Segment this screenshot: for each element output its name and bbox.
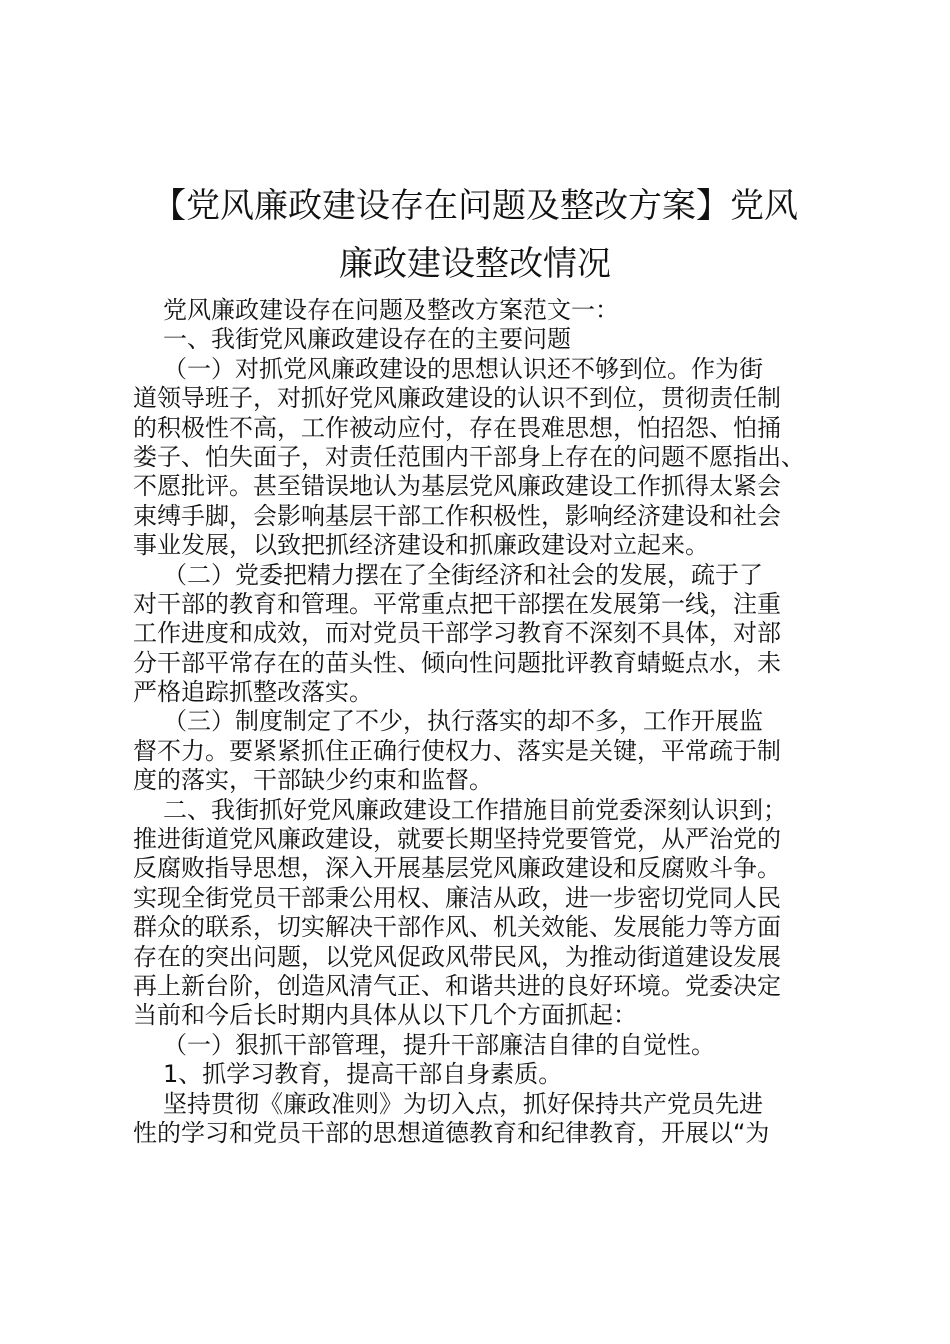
- paragraph-line: 当前和今后长时期内具体从以下几个方面抓起：: [133, 1001, 637, 1030]
- paragraph-line: 坚持贯彻《廉政准则》为切入点，抓好保持共产党员先进: [163, 1089, 763, 1118]
- paragraph-line: 群众的联系，切实解决干部作风、机关效能、发展能力等方面: [133, 913, 781, 942]
- paragraph-line: 对干部的教育和管理。平常重点把干部摆在发展第一线，注重: [133, 589, 781, 618]
- paragraph-line: 分干部平常存在的苗头性、倾向性问题批评教育蜻蜓点水，未: [133, 648, 781, 677]
- paragraph-line: 娄子、怕失面子，对责任范围内干部身上存在的问题不愿指出、: [133, 442, 805, 471]
- paragraph-line: 事业发展，以致把抓经济建设和抓廉政建设对立起来。: [133, 531, 709, 560]
- paragraph-line: 实现全街党员干部秉公用权、廉洁从政，进一步密切党同人民: [133, 883, 781, 912]
- paragraph-line: 工作进度和成效，而对党员干部学习教育不深刻不具体，对部: [133, 619, 781, 648]
- document-title-line-2: 廉政建设整改情况: [339, 244, 611, 284]
- paragraph-line: 性的学习和党员干部的思想道德教育和纪律教育，开展以“为: [133, 1118, 770, 1147]
- paragraph-line: 督不力。要紧紧抓住正确行使权力、落实是关键，平常疏于制: [133, 736, 781, 765]
- document-body: [133, 296, 833, 1148]
- paragraph-line: （一）狠抓干部管理，提升干部廉洁自律的自觉性。: [163, 1030, 715, 1059]
- paragraph-line: （二）党委把精力摆在了全街经济和社会的发展，疏于了: [163, 560, 763, 589]
- paragraph-line: 一、我街党风廉政建设存在的主要问题: [163, 325, 571, 354]
- paragraph-line: 束缚手脚，会影响基层干部工作积极性，影响经济建设和社会: [133, 501, 781, 530]
- paragraph-line: （一）对抓党风廉政建设的思想认识还不够到位。作为街: [163, 354, 763, 383]
- paragraph-line: 度的落实，干部缺少约束和监督。: [133, 766, 493, 795]
- paragraph-line: 二、我街抓好党风廉政建设工作措施目前党委深刻认识到；: [163, 795, 787, 824]
- paragraph-line: 严格追踪抓整改落实。: [133, 678, 373, 707]
- paragraph-line: 再上新台阶，创造风清气正、和谐共进的良好环境。党委决定: [133, 971, 781, 1000]
- paragraph-line: 反腐败指导思想，深入开展基层党风廉政建设和反腐败斗争。: [133, 854, 781, 883]
- document-title-line-1: 【党风廉政建设存在问题及整改方案】党风: [152, 186, 798, 226]
- paragraph-line: （三）制度制定了不少，执行落实的却不多，工作开展监: [163, 707, 763, 736]
- paragraph-line: 1、抓学习教育，提高干部自身素质。: [163, 1060, 563, 1089]
- paragraph-line: 党风廉政建设存在问题及整改方案范文一：: [163, 296, 619, 324]
- paragraph-line: 的积极性不高，工作被动应付，存在畏难思想，怕招怨、怕捅: [133, 413, 781, 442]
- paragraph-line: 推进街道党风廉政建设，就要长期坚持党要管党，从严治党的: [133, 825, 781, 854]
- paragraph-line: 不愿批评。甚至错误地认为基层党风廉政建设工作抓得太紧会: [133, 472, 781, 501]
- paragraph-line: 存在的突出问题，以党风促政风带民风，为推动街道建设发展: [133, 942, 781, 971]
- paragraph-line: 道领导班子，对抓好党风廉政建设的认识不到位，贯彻责任制: [133, 384, 781, 413]
